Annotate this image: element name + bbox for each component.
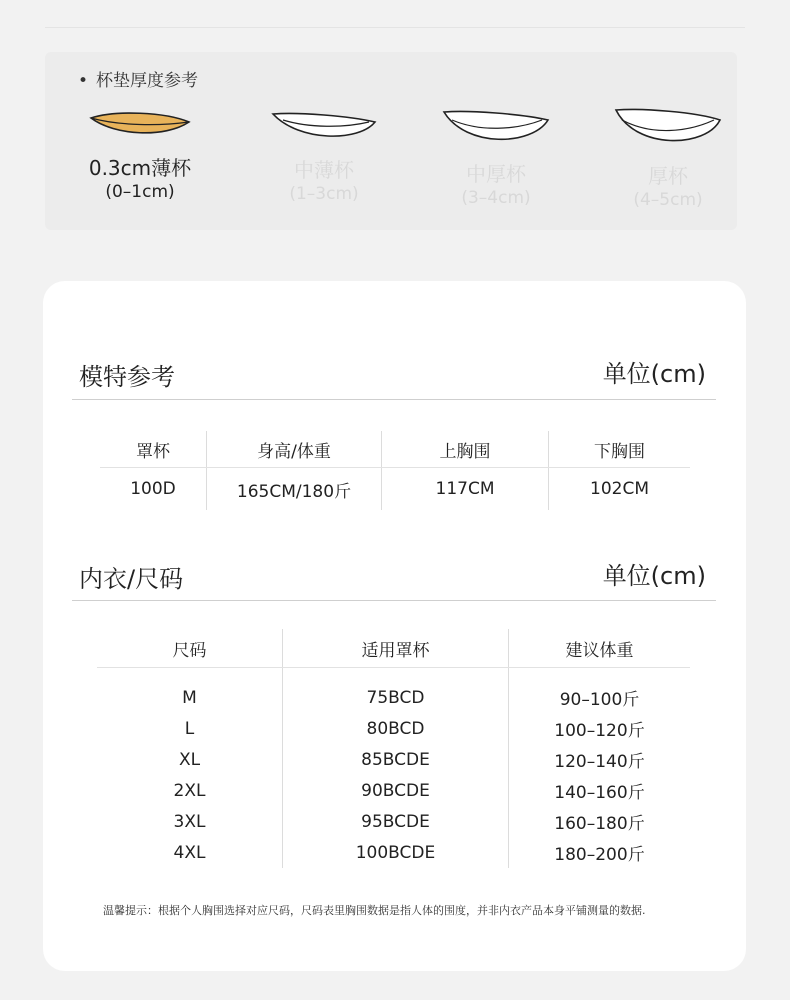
header-fit-cup: 适用罩杯 (283, 629, 509, 668)
table-row (97, 713, 690, 744)
top-divider (45, 27, 745, 28)
model-underbust-value: 102CM (590, 479, 649, 499)
header-underbust: 下胸围 (549, 431, 691, 468)
size-table (97, 629, 690, 868)
size-cell: 3XL (97, 806, 283, 837)
cup-cell: 75BCD (283, 668, 509, 714)
weight-cell: 90–100斤 (559, 690, 640, 710)
header-bust: 上胸围 (382, 431, 549, 468)
cup-cell: 85BCDE (283, 744, 509, 775)
model-table (100, 431, 690, 510)
size-title: 内衣/尺码 (79, 565, 184, 593)
table-row (97, 668, 690, 714)
cup-cell: 100BCDE (283, 837, 509, 868)
medium-thin-cup-pad-icon (269, 108, 379, 142)
size-cell: 4XL (97, 837, 283, 868)
model-table-header (100, 431, 690, 468)
cup-cell: 80BCD (283, 713, 509, 744)
size-cell: M (97, 668, 283, 714)
model-height-weight-value: 165CM/180斤 (207, 468, 382, 511)
weight-cell: 120–140斤 (554, 752, 645, 772)
cup-cell: 95BCDE (283, 806, 509, 837)
size-divider (72, 600, 716, 601)
table-row (100, 468, 690, 511)
header-cup: 罩杯 (100, 431, 207, 468)
cup-medium-thick (436, 108, 556, 210)
header-size: 尺码 (97, 629, 283, 668)
cup-thick (608, 108, 728, 212)
cup-medium-thick-range: (3–4cm) (461, 188, 531, 208)
cup-thick-name: 厚杯 (648, 164, 688, 188)
table-row (97, 806, 690, 837)
cup-thick-range: (4–5cm) (633, 190, 703, 210)
cup-medium-thick-name: 中厚杯 (466, 162, 526, 186)
size-unit-label: 单位(cm) (602, 562, 706, 590)
size-chart-card (43, 281, 746, 971)
weight-cell: 160–180斤 (554, 814, 645, 834)
medium-thick-cup-pad-icon (440, 108, 552, 146)
model-divider (72, 399, 716, 400)
bullet: • (78, 71, 89, 91)
cup-cell: 90BCDE (283, 775, 509, 806)
thick-cup-pad-icon (612, 108, 724, 148)
cup-thin-name: 0.3cm薄杯 (88, 156, 192, 180)
thin-cup-pad-icon (85, 108, 195, 140)
cup-thin-range: (0–1cm) (105, 182, 175, 202)
size-note: 温馨提示：根据个人胸围选择对应尺码，尺码表里胸围数据是指人体的围度，并非内衣产品本身平铺测量的数据. (103, 904, 646, 917)
model-unit-label: 单位(cm) (602, 360, 706, 388)
cup-medium-thin (264, 108, 384, 206)
table-row (97, 775, 690, 806)
header-weight: 建议体重 (509, 629, 691, 668)
model-bust-value: 117CM (382, 468, 549, 511)
size-table-header (97, 629, 690, 668)
weight-cell: 180–200斤 (554, 845, 645, 865)
cup-medium-thin-name: 中薄杯 (294, 158, 354, 182)
cup-thickness-title (78, 66, 198, 91)
cup-thin (80, 108, 200, 204)
size-cell: L (97, 713, 283, 744)
weight-cell: 100–120斤 (554, 721, 645, 741)
table-row (97, 744, 690, 775)
weight-cell: 140–160斤 (554, 783, 645, 803)
header-height-weight: 身高/体重 (207, 431, 382, 468)
cup-medium-thin-range: (1–3cm) (289, 184, 359, 204)
table-row (97, 837, 690, 868)
model-reference-title: 模特参考 (79, 363, 175, 391)
size-cell: 2XL (97, 775, 283, 806)
model-cup-value: 100D (100, 468, 207, 511)
cup-thickness-title-text: 杯垫厚度参考 (96, 71, 199, 91)
size-cell: XL (97, 744, 283, 775)
